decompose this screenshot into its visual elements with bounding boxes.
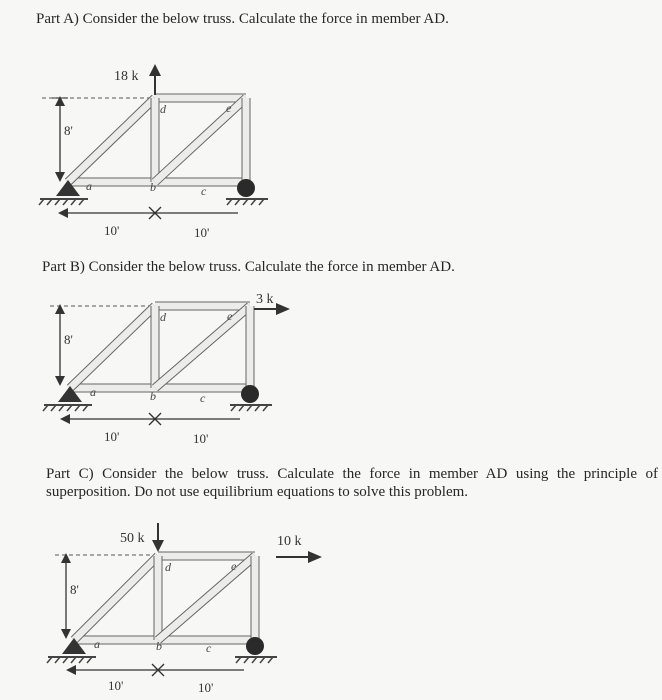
member-be — [155, 98, 246, 182]
member-ad — [68, 98, 155, 182]
node-d-label: d — [165, 560, 171, 574]
load-label: 3 k — [256, 292, 274, 307]
load-label: 18 k — [114, 69, 139, 84]
span-dimension — [58, 207, 238, 219]
height-label: 8' — [64, 332, 73, 347]
height-label: 8' — [64, 123, 73, 138]
part-a-question: Part A) Consider the below truss. Calculate the force in member AD. — [36, 11, 449, 27]
member-be — [158, 556, 255, 640]
truss-a-diagram — [0, 60, 662, 245]
node-a-label: a — [94, 637, 100, 651]
node-b-label: b — [150, 180, 156, 194]
node-a-label: a — [86, 179, 92, 193]
truss-members — [68, 98, 246, 182]
right-load-arrow — [276, 551, 322, 563]
member-be — [155, 306, 250, 388]
node-e-label: e — [227, 309, 233, 323]
horizontal-load-label: 10 k — [277, 534, 302, 549]
node-d-label: d — [160, 310, 166, 324]
node-d-label: d — [160, 102, 166, 116]
span-left-label: 10' — [108, 678, 124, 693]
node-c-label: c — [201, 184, 207, 198]
node-a-label: a — [90, 385, 96, 399]
truss-b-diagram — [0, 288, 662, 453]
span-dimension — [60, 413, 240, 425]
span-left-label: 10' — [104, 429, 120, 444]
vertical-load-label: 50 k — [120, 531, 145, 546]
part-b-question: Part B) Consider the below truss. Calculate the force in member AD. — [42, 259, 455, 275]
span-left-label: 10' — [104, 223, 120, 238]
node-b-label: b — [150, 389, 156, 403]
down-load-arrow — [152, 523, 164, 552]
truss-c-diagram — [0, 520, 662, 700]
span-right-label: 10' — [198, 680, 214, 695]
node-c-label: c — [206, 641, 212, 655]
node-e-label: e — [231, 559, 237, 573]
height-label: 8' — [70, 582, 79, 597]
node-e-label: e — [226, 101, 232, 115]
member-ad — [74, 556, 158, 640]
span-right-label: 10' — [194, 225, 210, 240]
height-dimension — [52, 96, 68, 182]
up-load-arrow — [149, 64, 161, 95]
span-dimension — [66, 664, 244, 676]
node-c-label: c — [200, 391, 206, 405]
node-b-label: b — [156, 639, 162, 653]
part-c-question: Part C) Consider the below truss. Calculate the force in member AD using the principle of superposition. Do not use equilibrium equations to solve this problem. — [46, 466, 658, 500]
member-ad — [70, 306, 155, 388]
span-right-label: 10' — [193, 431, 209, 446]
